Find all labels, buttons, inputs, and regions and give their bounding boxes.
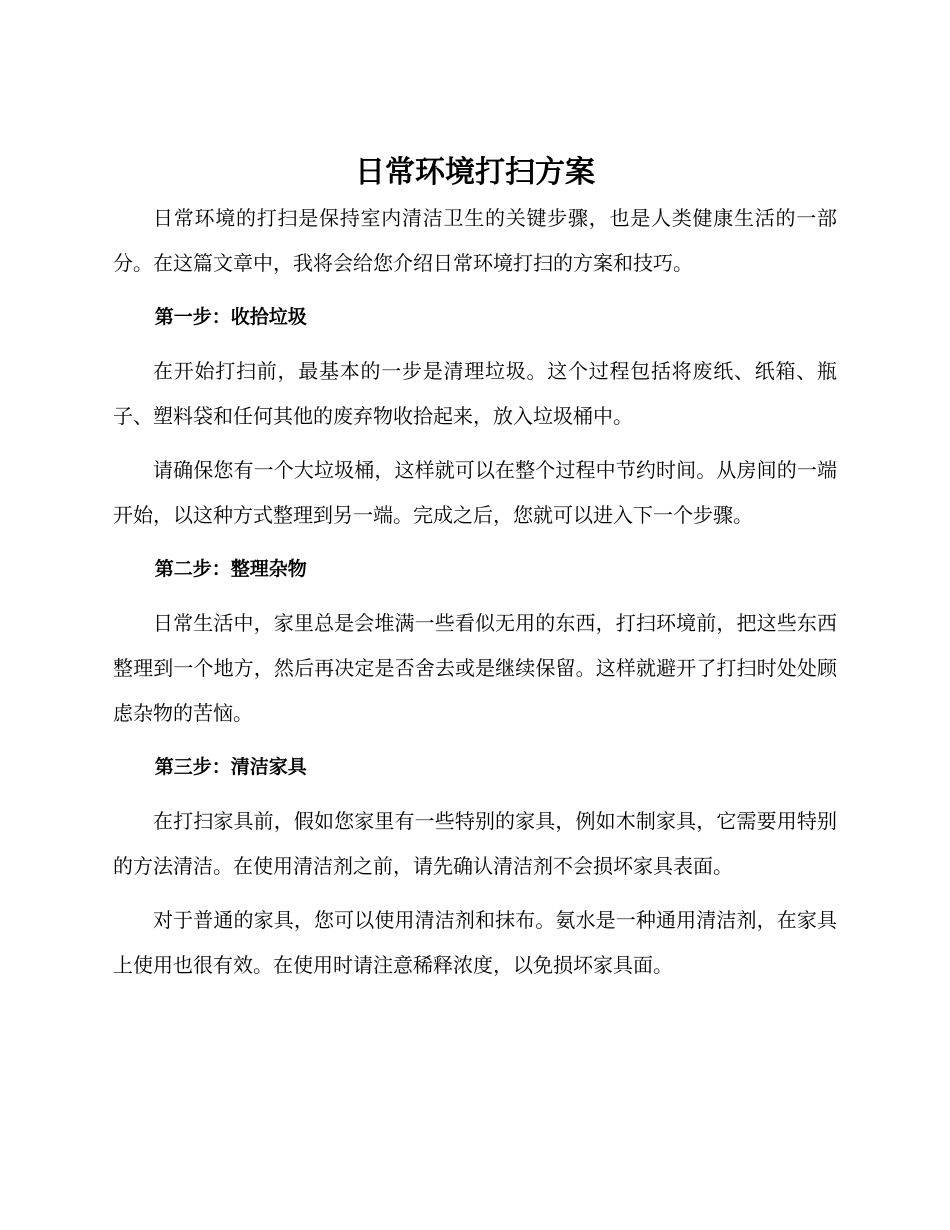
- intro-paragraph: 日常环境的打扫是保持室内清洁卫生的关键步骤，也是人类健康生活的一部分。在这篇文章中，我将会给您介绍日常环境打扫的方案和技巧。: [113, 206, 837, 275]
- spacer: [113, 592, 837, 601]
- step-2-heading: 第二步：整理杂物: [154, 558, 307, 580]
- step-1-paragraph-2: 请确保您有一个大垃圾桶，这样就可以在整个过程中节约时间。从房间的一端开始，以这种方式整理到另一端。完成之后，您就可以进入下一个步骤。: [113, 458, 837, 527]
- spacer: [113, 538, 837, 547]
- spacer: [113, 340, 837, 349]
- spacer: [113, 286, 837, 295]
- spacer: [113, 439, 837, 448]
- step-1-paragraph-1: 在开始打扫前，最基本的一步是清理垃圾。这个过程包括将废纸、纸箱、瓶子、塑料袋和任何其他的废弃物收拾起来，放入垃圾桶中。: [113, 359, 837, 428]
- document-page: [113, 150, 837, 988]
- step-1-heading: 第一步：收拾垃圾: [154, 306, 307, 328]
- spacer: [113, 889, 837, 898]
- spacer: [113, 736, 837, 745]
- step-3-heading: 第三步：清洁家具: [154, 756, 307, 778]
- document-title: 日常环境打扫方案: [355, 155, 595, 190]
- step-2-paragraph-1: 日常生活中，家里总是会堆满一些看似无用的东西，打扫环境前，把这些东西整理到一个地方，然后再决定是否舍去或是继续保留。这样就避开了打扫时处处顾虑杂物的苦恼。: [113, 611, 837, 725]
- step-3-paragraph-1: 在打扫家具前，假如您家里有一些特别的家具，例如木制家具，它需要用特别的方法清洁。在使用清洁剂之前，请先确认清洁剂不会损坏家具表面。: [113, 809, 837, 878]
- spacer: [113, 790, 837, 799]
- step-3-paragraph-2: 对于普通的家具，您可以使用清洁剂和抹布。氨水是一种通用清洁剂，在家具上使用也很有效。在使用时请注意稀释浓度，以免损坏家具面。: [113, 908, 837, 977]
